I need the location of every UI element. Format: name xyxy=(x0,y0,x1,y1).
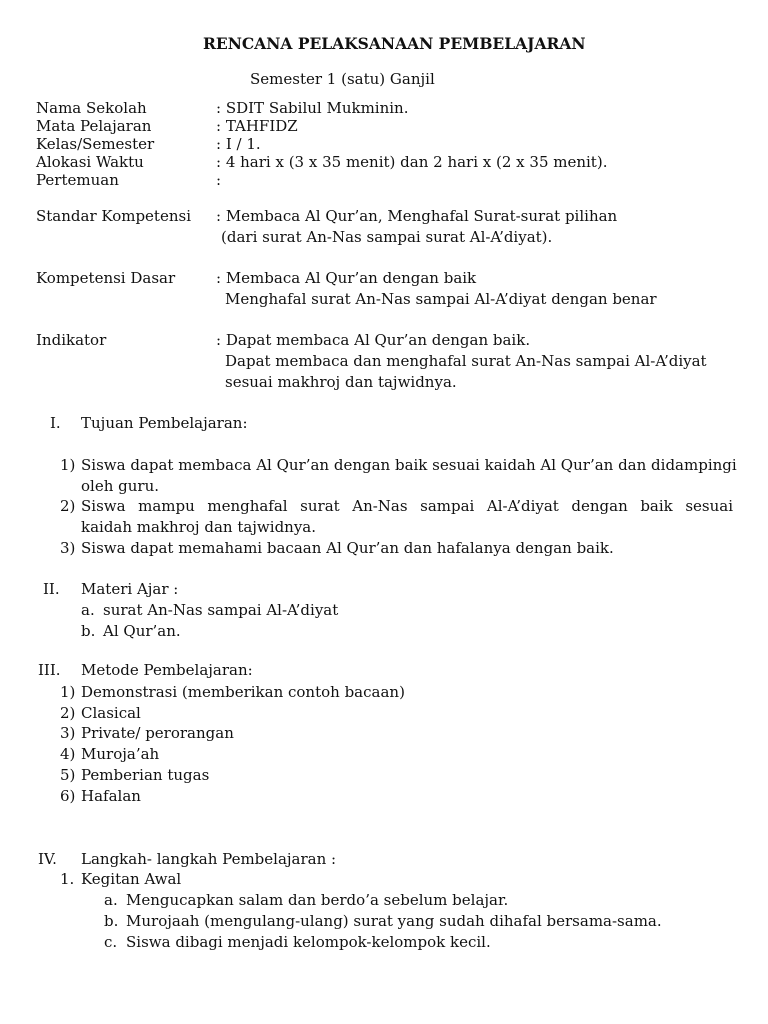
identity-label-class: Kelas/Semester xyxy=(36,135,155,153)
section-1-number: I. xyxy=(50,414,61,432)
identity-value-time: : 4 hari x (3 x 35 menit) dan 2 hari x (2 x 35 menit). xyxy=(216,153,608,171)
metode-4-text: Muroja’ah xyxy=(81,745,160,763)
metode-5-text: Pemberian tugas xyxy=(81,766,210,784)
metode-6-text: Hafalan xyxy=(81,787,141,805)
indikator-line-2: Dapat membaca dan menghafal surat An-Nas sampai Al-A’diyat xyxy=(225,352,707,370)
tujuan-3-number: 3) xyxy=(60,539,76,557)
tujuan-1-line-2: oleh guru. xyxy=(81,477,159,495)
indikator-line-3: sesuai makhroj dan tajwidnya. xyxy=(225,373,457,391)
metode-4-number: 4) xyxy=(60,745,76,763)
langkah-c-text: Siswa dibagi menjadi kelompok-kelompok kecil. xyxy=(126,933,491,951)
materi-a-text: surat An-Nas sampai Al-A’diyat xyxy=(103,601,339,619)
kompetensi-line-2: Menghafal surat An-Nas sampai Al-A’diyat dengan benar xyxy=(225,290,657,308)
section-1-heading: Tujuan Pembelajaran: xyxy=(81,414,248,432)
kompetensi-line-1: : Membaca Al Qur’an dengan baik xyxy=(216,269,477,287)
indikator-label: Indikator xyxy=(36,331,107,349)
metode-3-number: 3) xyxy=(60,724,76,742)
identity-value-subject: : TAHFIDZ xyxy=(216,117,298,135)
metode-5-number: 5) xyxy=(60,766,76,784)
identity-value-school: : SDIT Sabilul Mukminin. xyxy=(216,99,409,117)
metode-1-number: 1) xyxy=(60,683,76,701)
identity-label-subject: Mata Pelajaran xyxy=(36,117,152,135)
indikator-line-1: : Dapat membaca Al Qur’an dengan baik. xyxy=(216,331,531,349)
langkah-a-text: Mengucapkan salam dan berdo’a sebelum belajar. xyxy=(126,891,509,909)
standar-label: Standar Kompetensi xyxy=(36,207,191,225)
metode-3-text: Private/ perorangan xyxy=(81,724,234,742)
langkah-a-number: a. xyxy=(104,891,118,909)
identity-label-time: Alokasi Waktu xyxy=(36,153,144,171)
materi-b-text: Al Qur’an. xyxy=(103,622,181,640)
metode-1-text: Demonstrasi (memberikan contoh bacaan) xyxy=(81,683,405,701)
identity-value-class: : I / 1. xyxy=(216,135,261,153)
section-4-heading: Langkah- langkah Pembelajaran : xyxy=(81,850,337,868)
kegiatan-awal-number: 1. xyxy=(60,870,75,888)
materi-b-number: b. xyxy=(81,622,96,640)
kompetensi-label: Kompetensi Dasar xyxy=(36,269,176,287)
langkah-c-number: c. xyxy=(104,933,118,951)
langkah-b-text: Murojaah (mengulang-ulang) surat yang sudah dihafal bersama-sama. xyxy=(126,912,662,930)
tujuan-1-line-1: Siswa dapat membaca Al Qur’an dengan baik sesuai kaidah Al Qur’an dan didampingi xyxy=(81,456,737,474)
kegiatan-awal-heading: Kegitan Awal xyxy=(81,870,182,888)
materi-a-number: a. xyxy=(81,601,95,619)
section-2-number: II. xyxy=(43,580,60,598)
tujuan-1-number: 1) xyxy=(60,456,76,474)
standar-line-2: (dari surat An-Nas sampai surat Al-A’diyat). xyxy=(221,228,553,246)
identity-label-meeting: Pertemuan xyxy=(36,171,119,189)
tujuan-2-number: 2) xyxy=(60,497,76,515)
section-4-number: IV. xyxy=(38,850,57,868)
section-3-number: III. xyxy=(38,661,61,679)
metode-6-number: 6) xyxy=(60,787,76,805)
tujuan-2-line-2: kaidah makhroj dan tajwidnya. xyxy=(81,518,317,536)
metode-2-number: 2) xyxy=(60,704,76,722)
section-2-heading: Materi Ajar : xyxy=(81,580,179,598)
identity-label-school: Nama Sekolah xyxy=(36,99,147,117)
standar-line-1: : Membaca Al Qur’an, Menghafal Surat-surat pilihan xyxy=(216,207,618,225)
semester-label: Semester 1 (satu) Ganjil xyxy=(250,70,435,88)
tujuan-3-line-1: Siswa dapat memahami bacaan Al Qur’an dan hafalanya dengan baik. xyxy=(81,539,614,557)
tujuan-2-line-1: Siswa mampu menghafal surat An-Nas sampai Al-A’diyat dengan baik sesuai xyxy=(81,497,733,515)
metode-2-text: Clasical xyxy=(81,704,141,722)
document-title: RENCANA PELAKSANAAN PEMBELAJARAN xyxy=(203,34,586,53)
langkah-b-number: b. xyxy=(104,912,119,930)
section-3-heading: Metode Pembelajaran: xyxy=(81,661,253,679)
identity-value-meeting: : xyxy=(216,171,222,189)
